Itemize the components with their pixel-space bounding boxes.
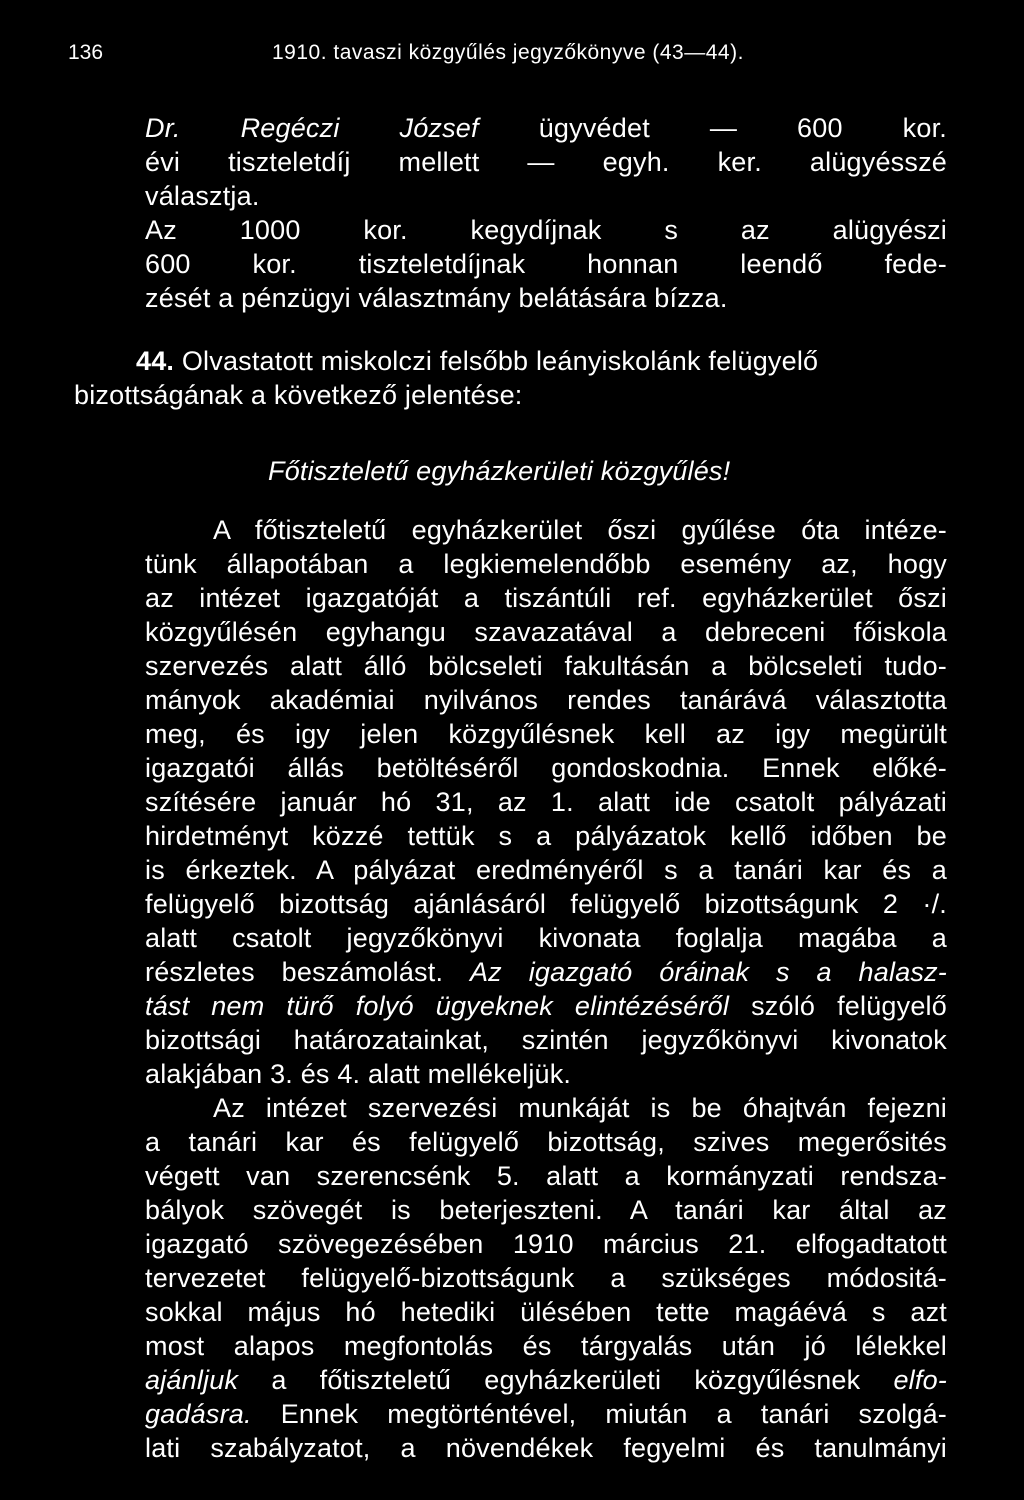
- body-line: sokkal május hó hetediki ülésében tette magáévá s azt: [145, 1297, 947, 1327]
- body-line: végett van szerencsénk 5. alatt a kormányzati rendsza-: [145, 1161, 947, 1191]
- page-number: 136: [68, 41, 104, 64]
- body-line: az intézet igazgatóját a tiszántúli ref. egyházkerület őszi: [145, 583, 947, 613]
- body-line: tást nem türő folyó ügyeknek elintézéséről szóló felügyelő: [145, 991, 947, 1021]
- body-line: most alapos megfontolás és tárgyalás után jó lélekkel: [145, 1331, 947, 1361]
- body-line: lati szabályzatot, a növendékek fegyelmi és tanulmányi: [145, 1433, 947, 1463]
- body-line: ajánljuk a főtiszteletű egyházkerületi közgyűlésnek elfo-: [145, 1365, 947, 1395]
- body-line: részletes beszámolást. Az igazgató óráinak s a halasz-: [145, 957, 947, 987]
- section43-line-6: zését a pénzügyi választmány belátására bízza.: [145, 283, 728, 313]
- section44-line-1: 44. Olvastatott miskolczi felsőbb leányiskolánk felügyelő: [136, 346, 819, 376]
- body-line: hirdetményt közzé tettük s a pályázatok kellő időben be: [145, 821, 947, 851]
- person-name: Dr. Regéczi József: [145, 113, 479, 143]
- section-number: 44.: [136, 346, 175, 376]
- body-line: A főtiszteletű egyházkerület őszi gyűlése óta intéze-: [213, 515, 947, 545]
- body-line: Az intézet szervezési munkáját is be óhajtván fejezni: [213, 1093, 947, 1123]
- section44-line-2: bizottságának a következő jelentése:: [74, 380, 523, 410]
- section43-line-5: 600 kor. tiszteletdíjnak honnan leendő fede-: [145, 249, 947, 279]
- running-title: 1910. tavaszi közgyűlés jegyzőkönyve (43—44).: [272, 41, 744, 64]
- body-line: igazgatói állás betöltéséről gondoskodnia. Ennek előké-: [145, 753, 947, 783]
- section43-line-2: évi tiszteletdíj mellett — egyh. ker. alügyésszé: [145, 147, 947, 177]
- body-line: közgyűlésén egyhangu szavazatával a debreceni főiskola: [145, 617, 947, 647]
- salutation: Főtiszteletű egyházkerületi közgyűlés!: [268, 456, 731, 486]
- body-line: gadásra. Ennek megtörténtével, miután a tanári szolgá-: [145, 1399, 947, 1429]
- section43-line-1: Dr. Regéczi József ügyvédet — 600 kor.: [145, 113, 948, 143]
- body-line: igazgató szövegezésében 1910 március 21. elfogadtatott: [145, 1229, 947, 1259]
- body-line: bályok szövegét is beterjeszteni. A tanári kar által az: [145, 1195, 947, 1225]
- body-line: alakjában 3. és 4. alatt mellékeljük.: [145, 1059, 572, 1089]
- body-line: bizottsági határozatainkat, szintén jegyzőkönyvi kivonatok: [145, 1025, 947, 1055]
- body-line: szítésére január hó 31, az 1. alatt ide csatolt pályázati: [145, 787, 947, 817]
- body-line: meg, és igy jelen közgyűlésnek kell az igy megürült: [145, 719, 947, 749]
- body-line: a tanári kar és felügyelő bizottság, szives megerősités: [145, 1127, 947, 1157]
- body-line: szervezés alatt álló bölcseleti fakultásán a bölcseleti tudo-: [145, 651, 947, 681]
- body-line: tervezetet felügyelő-bizottságunk a szükséges módositá-: [145, 1263, 947, 1293]
- section43-line-3: választja.: [145, 181, 260, 211]
- body-line: felügyelő bizottság ajánlásáról felügyelő bizottságunk 2 ·/.: [145, 889, 947, 919]
- body-line: mányok akadémiai nyilvános rendes tanárává választotta: [145, 685, 947, 715]
- section43-line-4: Az 1000 kor. kegydíjnak s az alügyészi: [145, 215, 947, 245]
- body-line: tünk állapotában a legkiemelendőbb esemény az, hogy: [145, 549, 947, 579]
- body-line: is érkeztek. A pályázat eredményéről s a tanári kar és a: [145, 855, 947, 885]
- body-line: alatt csatolt jegyzőkönyvi kivonata foglalja magába a: [145, 923, 947, 953]
